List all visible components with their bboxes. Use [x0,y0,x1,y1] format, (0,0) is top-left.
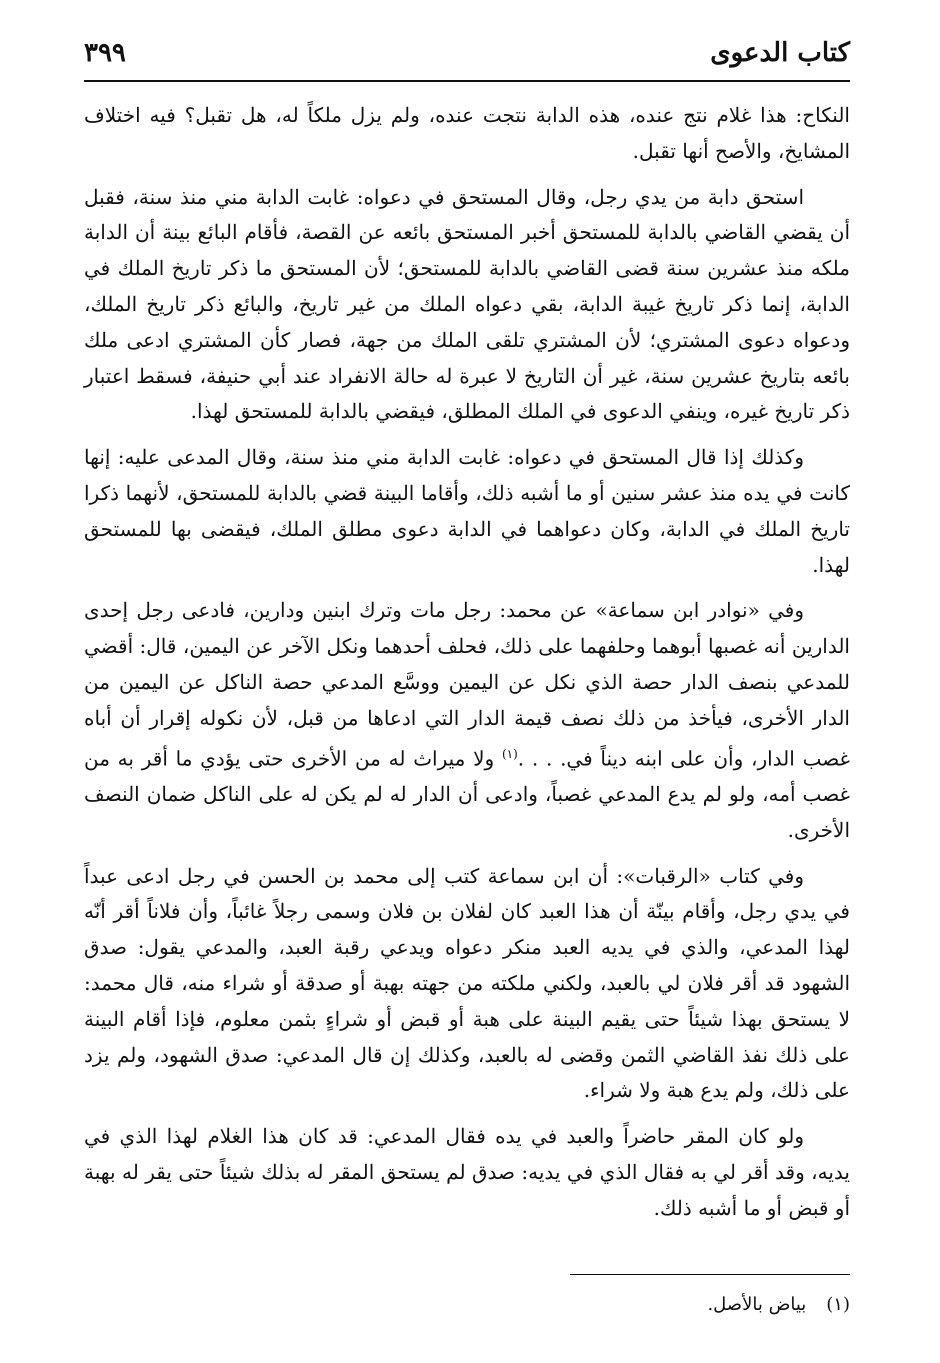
page-header [84,30,850,76]
paragraph-text: ولا ميراث له من الأخرى حتى يؤدي ما أقر به من غصب أمه، ولو لم يدع المدعي غصباً، وادعى أن الدار له لم يكن له على الناكل ضمان النصف الأخرى. [84,746,850,842]
paragraph: ولو كان المقر حاضراً والعبد في يده فقال المدعي: قد كان هذا الغلام لهذا الذي في يديه، وقد أقر لي به فقال الذي في يديه: صدق لم يستحق المقر له بذلك شيئاً حتى يقر له بهبة أو قبض أو ما أشبه ذلك. [84,1124,850,1220]
footnote-number: (١) [826,1294,850,1315]
paragraph: وكذلك إذا قال المستحق في دعواه: غابت الدابة مني منذ سنة، وقال المدعى عليه: إنها كانت في يده منذ عشر سنين أو ما أشبه ذلك، وأقاما البينة قضي بالدابة للمستحق، لأنهما ذكرا تاريخ الملك في الدابة، وكان دعواهما في الدابة دعوى مطلق الملك، فيقضى بها للمستحق لهذا. [84,445,850,577]
paragraph: استحق دابة من يدي رجل، وقال المستحق في دعواه: غابت الدابة مني منذ سنة، فقبل أن يقضي القاضي بالدابة للمستحق أخبر المستحق بائعه عن القصة، فأقام البائع بينة أن الدابة ملكه منذ عشرين سنة قضى القاضي بالدابة للمستحق؛ لأن المستحق ما ذكر تاريخ الملك في الدابة، إنما ذكر تاريخ غيبة الدابة، بقي دعواه الملك من غير تاريخ، والبائع ذكر تاريخ الملك، ودعواه دعوى المشتري؛ لأن المشتري تلقى الملك من جهة، فصار كأن المشتري ادعى ملك بائعه بتاريخ عشرين سنة، غير أن التاريخ لا عبرة له حالة الانفراد عند أبي حنيفة، فسقط اعتبار ذكر تاريخ غيره، وينفي الدعوى في الملك المطلق، فيقضي بالدابة للمستحق لهذا. [84,184,851,424]
footnote-text: بياض بالأصل. [707,1294,807,1315]
main-text [84,98,850,1237]
book-title: كتاب الدعوى [710,38,850,68]
paragraph [84,593,850,848]
footnote-reference: (١) [501,746,518,761]
footnote-rule [570,1274,850,1275]
header-rule [84,80,850,82]
paragraph: النكاح: هذا غلام نتج عنده، هذه الدابة نتجت عنده، ولم يزل ملكاً له، هل تقبل؟ فيه اختلاف المشايخ، والأصح أنها تقبل. [84,103,850,163]
page-number: ٣٩٩ [84,38,126,68]
paragraph: وفي كتاب «الرقبات»: أن ابن سماعة كتب إلى محمد بن الحسن في رجل ادعى عبداً في يدي رجل، وأقام بينّة أن هذا العبد كان لفلان بن فلان وسمى رجلاً غائباً، وأن فلاناً أقر أنّه لهذا المدعي، والذي في يديه العبد منكر دعواه ويدعي رقبة العبد، والمدعي يقول: صدق الشهود قد أقر فلان لي بالعبد، ولكني ملكته من جهته بهبة أو صدقة أو شراء منه، قال محمد: لا يستحق بهذا شيئاً حتى يقيم البينة على هبة أو قبض أو شراءٍ بثمن معلوم، فإذا أقام البينة على ذلك نفذ القاضي الثمن وقضى له بالعبد، وكذلك إن قال المدعي: صدق الشهود، ولم يزد على ذلك، ولم يدع هبة ولا شراء. [84,863,850,1103]
paragraph-text: وفي «نوادر ابن سماعة» عن محمد: رجل مات وترك ابنين ودارين، فادعى رجل إحدى الدارين أنه غصبها أبوهما وحلفهما على ذلك، فحلف أحدهما ونكل الآخر عن اليمين، قال: أقضي للمدعي بنصف الدار حصة الذي نكل عن اليمين ووسَّع المدعي حصة الناكل عن اليمين من الدار الأخرى، فيأخذ من ذلك نصف قيمة الدار التي ادعاها من قبل، لأن نكوله إقرار أن أباه غصب الدار، وأن على ابنه ديناً في. . . . [84,598,851,771]
footnote [90,1290,850,1320]
